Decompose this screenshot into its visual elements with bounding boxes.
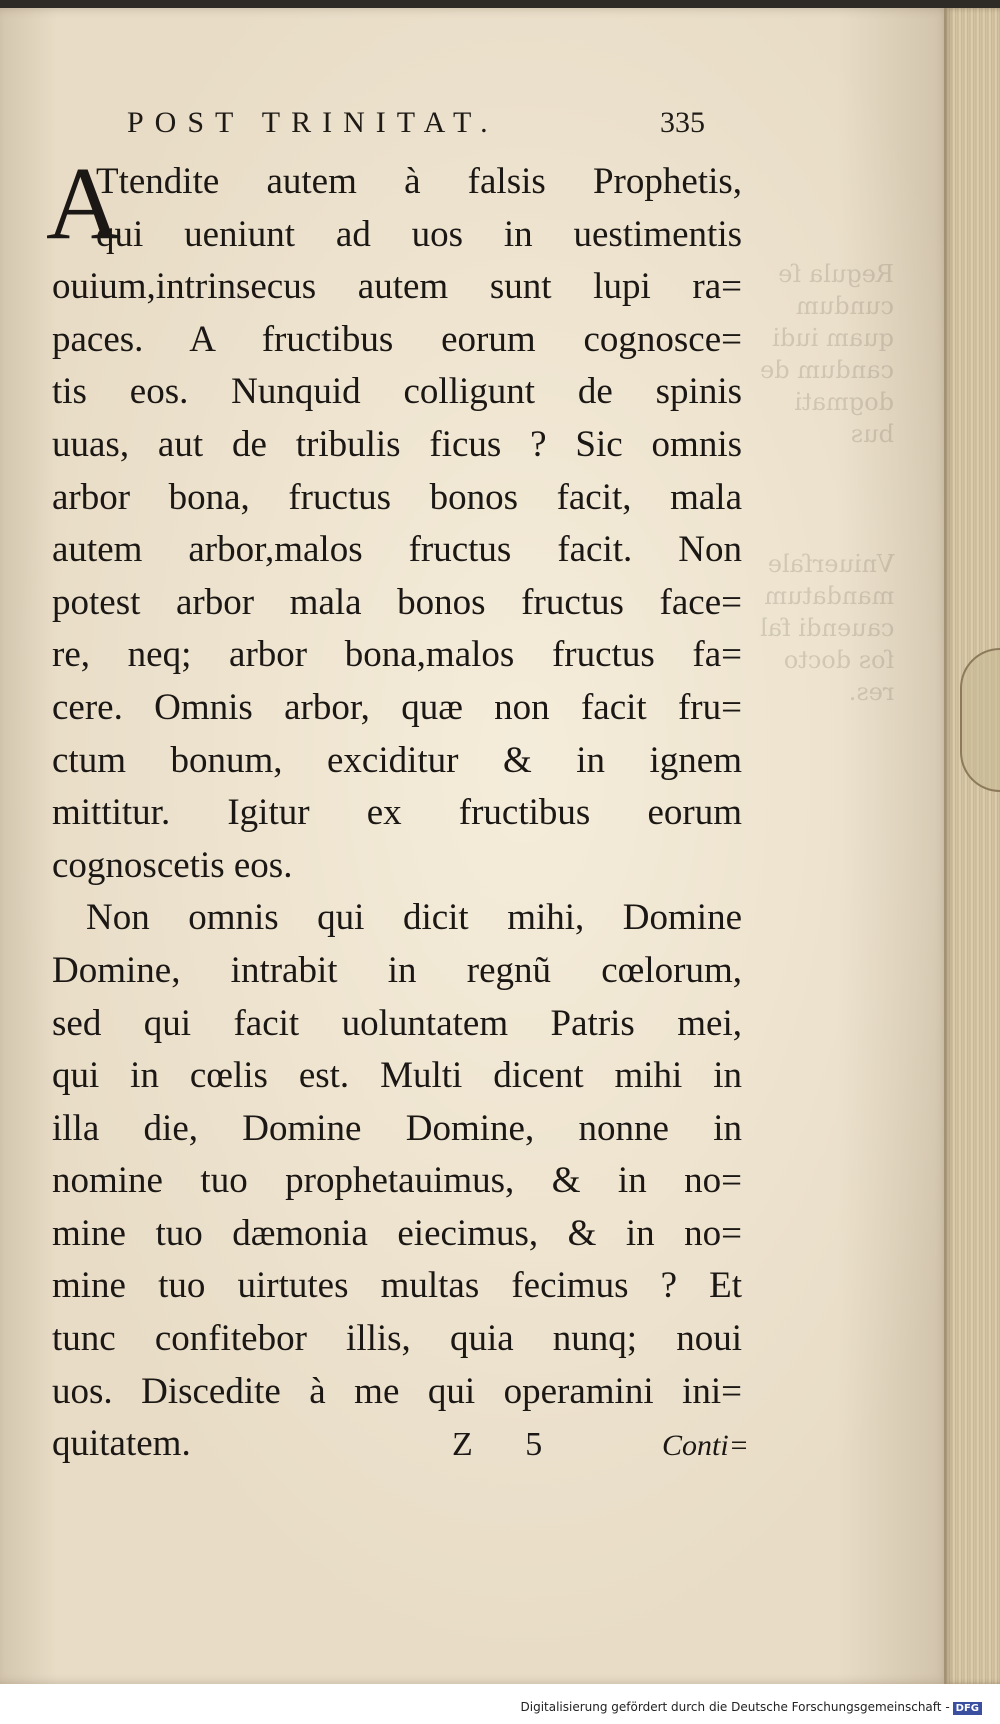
text-line: mine tuo uirtutes multas fecimus ? Et <box>52 1265 742 1307</box>
text-line: re, neq; arbor bona,malos fructus fa= <box>52 634 742 676</box>
bleed-through-text: Vniuerſale mandatum cauendi fal ſos docto res. <box>760 550 895 706</box>
text-line: quitatem. <box>52 1423 191 1465</box>
bleed-through-text: Regula ſe cundum quam iudi candum de dogmati bus <box>760 260 894 448</box>
book-page <box>0 8 952 1684</box>
text-line: potest arbor mala bonos fructus face= <box>52 581 742 623</box>
text-line: autem arbor,malos fructus facit. Non <box>52 529 742 571</box>
text-line: cere. Omnis arbor, quæ non facit fru= <box>52 686 742 728</box>
body-text <box>46 146 742 1471</box>
drop-cap: A <box>46 146 122 261</box>
text-line: tis eos. Nunquid colligunt de spinis <box>52 371 742 413</box>
text-line: Domine, intrabit in regnũ cœlorum, <box>52 949 742 991</box>
digitization-credit <box>521 1700 983 1715</box>
text-line: tunc confitebor illis, quia nunq; noui <box>52 1318 742 1360</box>
running-head: POST TRINITAT. <box>127 106 499 139</box>
credit-text: Digitalisierung gefördert durch die Deutsche Forschungsgemeinschaft - <box>520 1700 950 1714</box>
text-line: paces. A fructibus eorum cognosce= <box>52 318 742 360</box>
text-line: sed qui facit uoluntatem Patris mei, <box>52 1002 742 1044</box>
signature-mark: Z 5 <box>452 1426 565 1463</box>
text-line: nomine tuo prophetauimus, & in no= <box>52 1160 742 1202</box>
text-line: illa die, Domine Domine, nonne in <box>52 1107 742 1149</box>
text-line: mine tuo dæmonia eiecimus, & in no= <box>52 1212 742 1254</box>
text-line: mittitur. Igitur ex fructibus eorum <box>52 792 742 834</box>
text-line: uuas, aut de tribulis ficus ? Sic omnis <box>52 423 742 465</box>
text-line: ctum bonum, exciditur & in ignem <box>52 739 742 781</box>
text-line: uos. Discedite à me qui operamini ini= <box>52 1370 742 1412</box>
text-line: Non omnis qui dicit mihi, Domine <box>86 897 742 939</box>
text-line: qui ueniunt ad uos in uestimentis <box>96 213 742 255</box>
catchword: Conti= <box>662 1429 749 1462</box>
page-number: 335 <box>660 106 705 139</box>
text-line: arbor bona, fructus bonos facit, mala <box>52 476 742 518</box>
text-line: cognoscetis eos. <box>52 844 293 886</box>
text-line: Ttendite autem à falsis Prophetis, <box>96 161 742 202</box>
text-line: ouium,intrinsecus autem sunt lupi ra= <box>52 266 742 308</box>
dfg-logo-icon: DFG <box>953 1702 982 1715</box>
page-edges <box>944 8 1000 1684</box>
text-line: qui in cœlis est. Multi dicent mihi in <box>52 1055 742 1097</box>
